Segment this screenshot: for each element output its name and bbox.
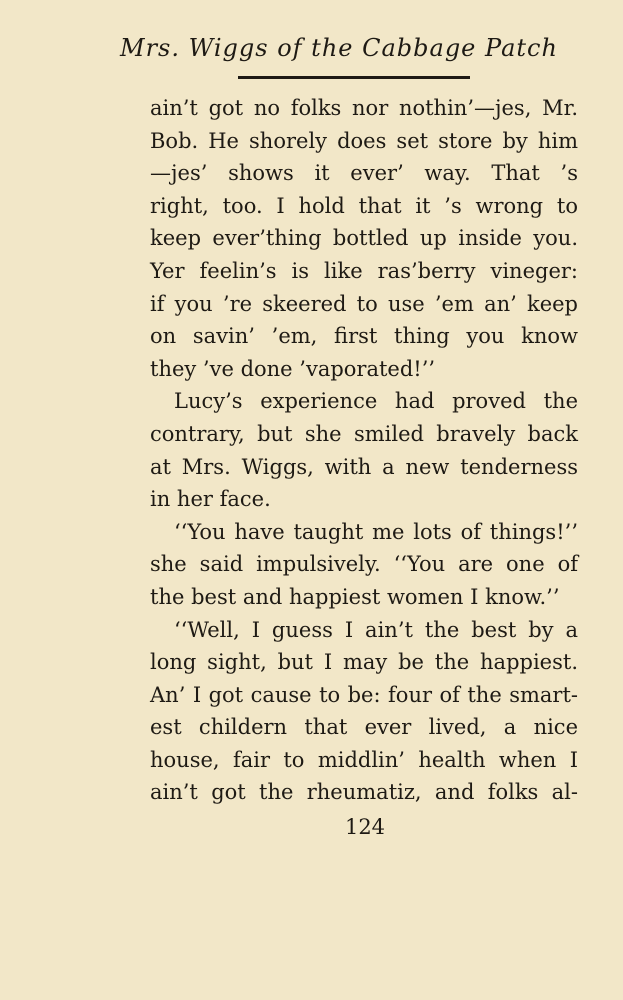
text-line: if you ’re skeered to use ’em an’ keep [150, 291, 578, 316]
text-line: keep ever’thing bottled up inside you. [150, 226, 578, 251]
header-rule [238, 76, 470, 79]
text-line: on savin’ ’em, first thing you know [150, 324, 578, 349]
text-line: Yer feelin’s is like ras’berry vineger: [150, 258, 578, 283]
text-line: house, fair to middlin’ health when I [150, 747, 578, 772]
text-line: Bob. He shorely does set store by him [150, 128, 578, 153]
running-head: Mrs. Wiggs of the Cabbage Patch [120, 34, 558, 62]
text-line: est childern that ever lived, a nice [150, 715, 578, 740]
text-line: long sight, but I may be the happiest. [150, 650, 578, 675]
text-line: the best and happiest women I know.’’ [150, 584, 560, 609]
text-line: contrary, but she smiled bravely back [150, 421, 578, 446]
body-text [150, 92, 578, 809]
text-line: they ’ve done ’vaporated!’’ [150, 356, 436, 381]
text-line: ‘‘You have taught me lots of things!’’ [174, 519, 578, 544]
text-line: ‘‘Well, I guess I ain’t the best by a [174, 617, 578, 642]
text-line: she said impulsively. ‘‘You are one of [150, 552, 578, 577]
text-line: An’ I got cause to be: four of the smart- [150, 682, 578, 707]
text-line: ain’t got the rheumatiz, and folks al- [150, 780, 578, 805]
text-line: at Mrs. Wiggs, with a new tenderness [150, 454, 578, 479]
text-line: Lucy’s experience had proved the [174, 389, 578, 414]
text-line: —jes’ shows it ever’ way. That ’s [150, 161, 578, 186]
text-line: right, too. I hold that it ’s wrong to [150, 193, 578, 218]
text-line: ain’t got no folks nor nothin’—jes, Mr. [150, 96, 578, 120]
text-line: in her face. [150, 487, 271, 512]
page-number: 124 [344, 815, 386, 839]
